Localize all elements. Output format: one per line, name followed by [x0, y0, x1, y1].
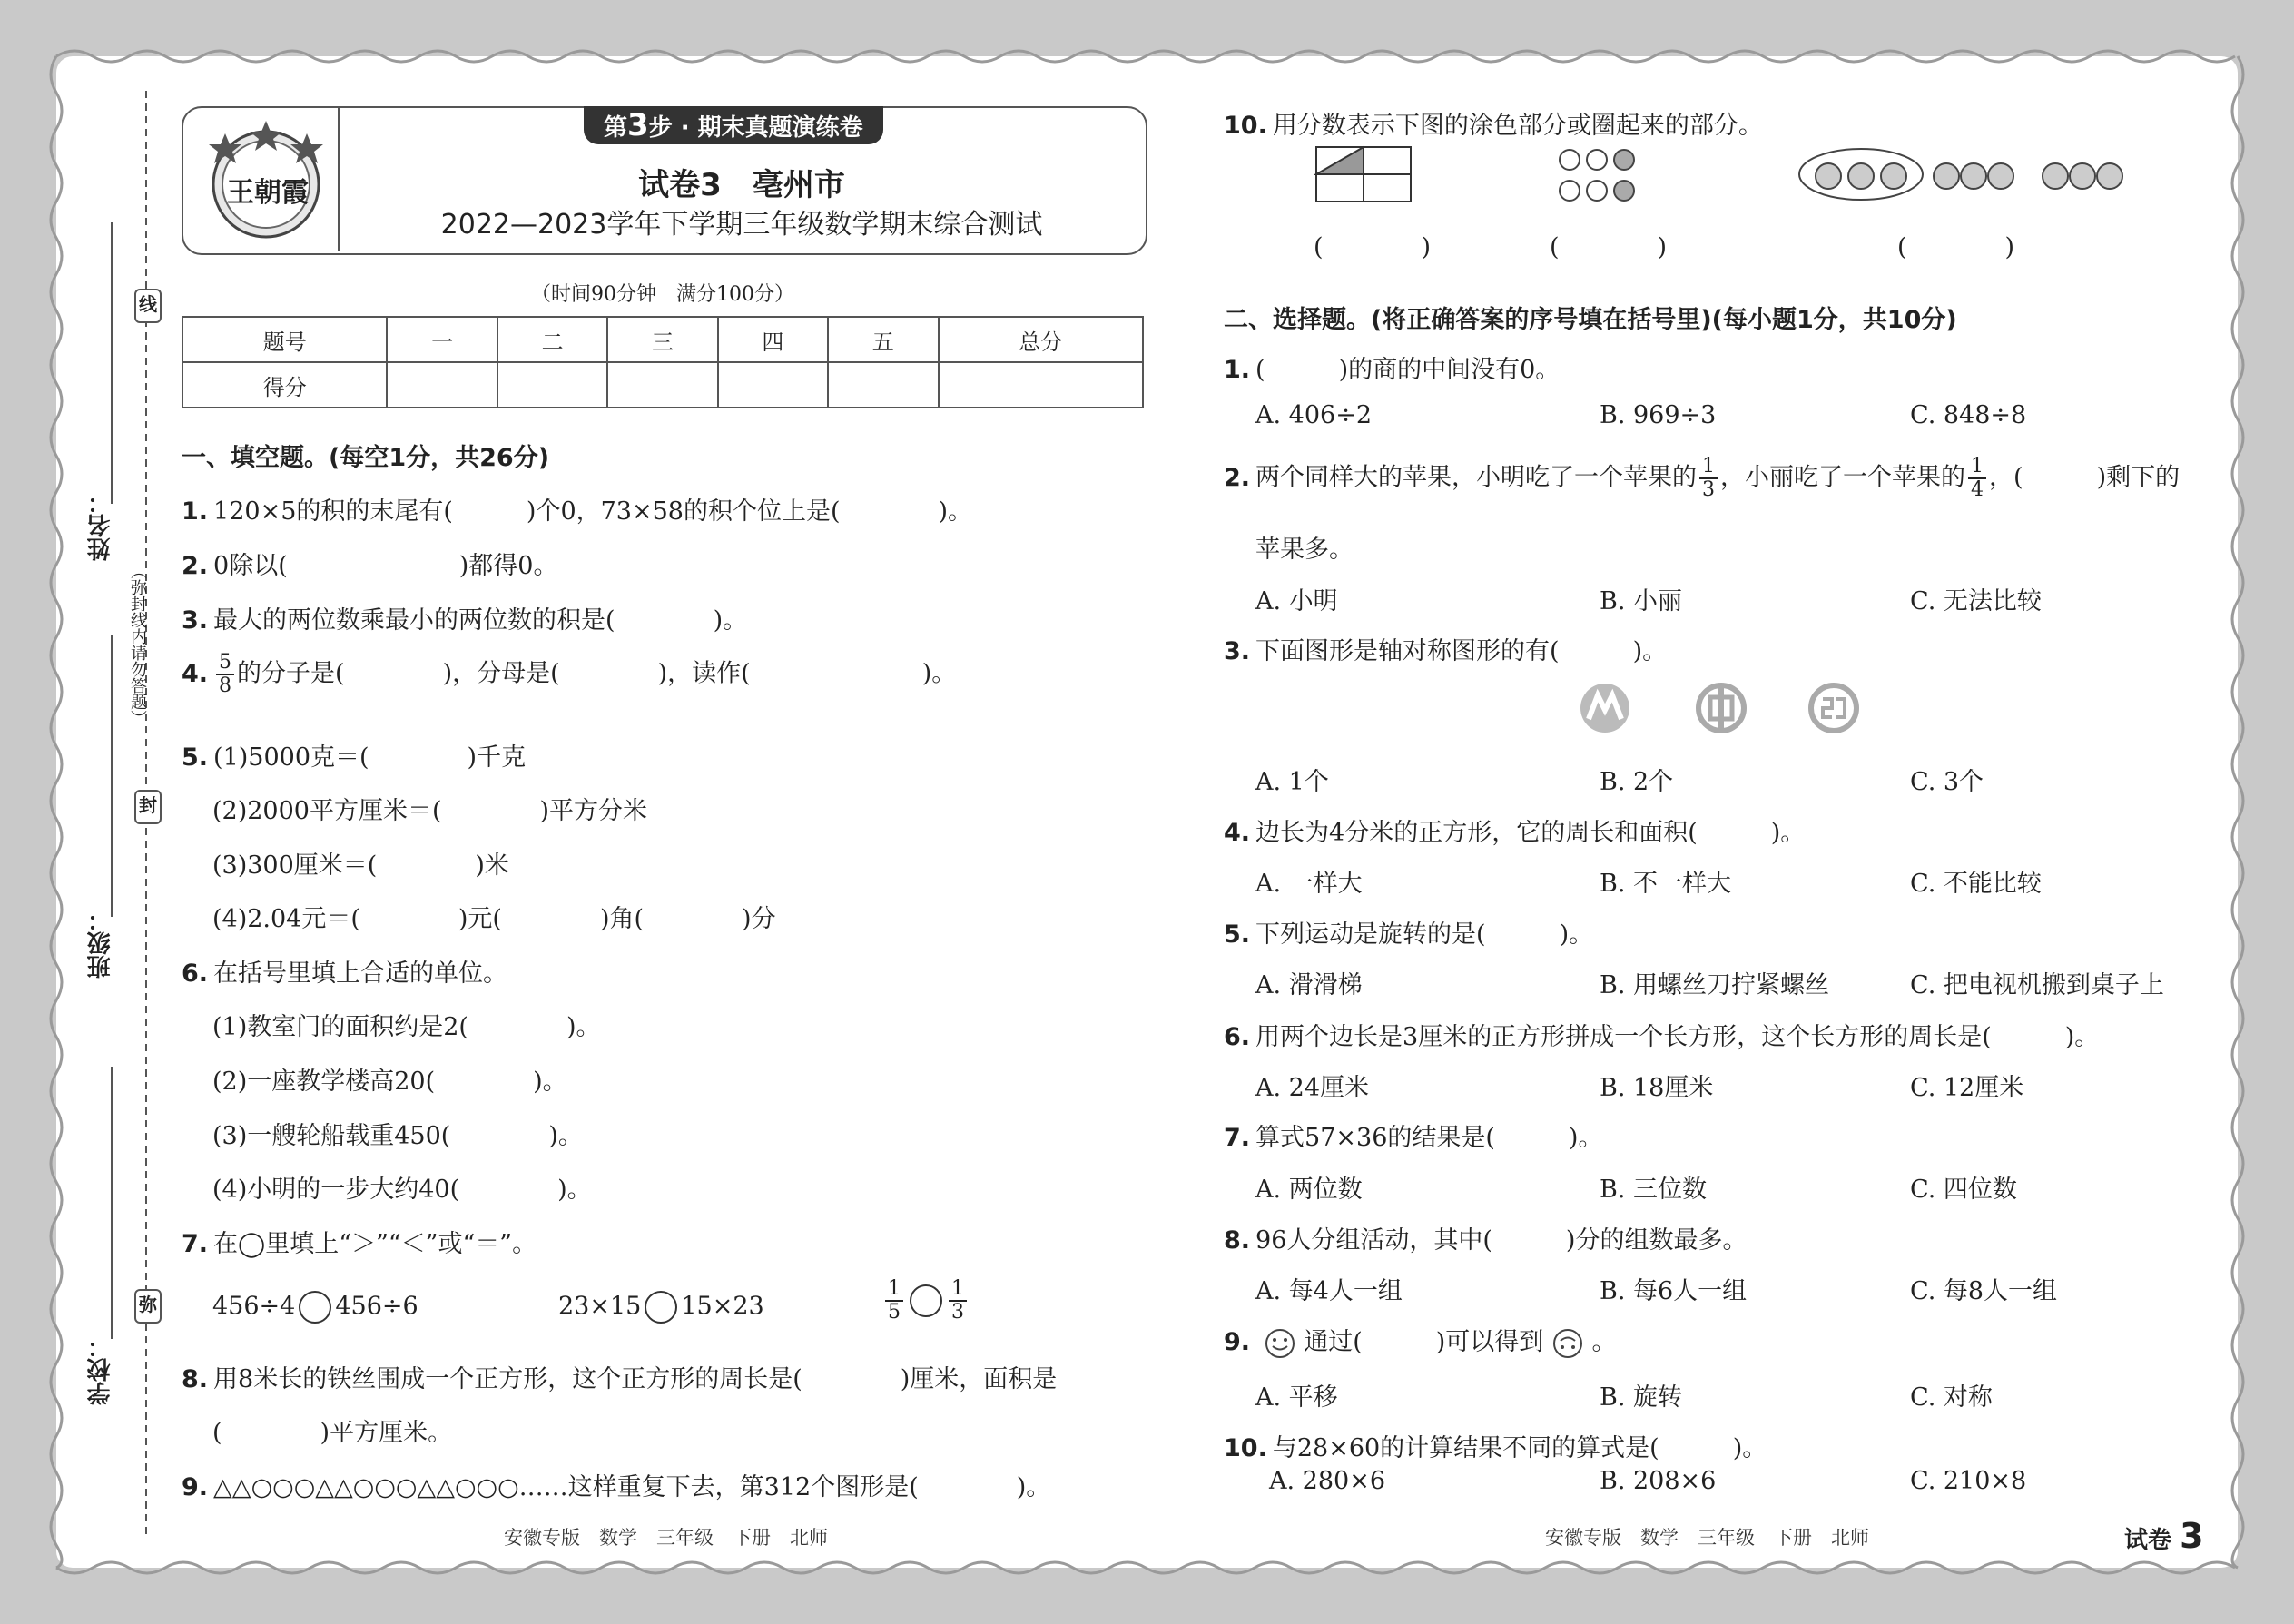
- score-cell[interactable]: [939, 362, 1144, 408]
- compare-circle[interactable]: [645, 1291, 677, 1324]
- name-label: 姓名：: [87, 490, 114, 561]
- shaded-rectangle-figure: [1314, 145, 1423, 203]
- s1-question-6b: (2)一座教学楼高20( )。: [212, 1068, 567, 1096]
- option-a[interactable]: A. 280×6: [1269, 1467, 1385, 1495]
- apples-figure: [1796, 145, 2141, 203]
- smiley-face-icon: [1264, 1327, 1296, 1360]
- logo-text: 王朝霞: [227, 177, 309, 209]
- s1-question-1: 1. 120×5的积的末尾有( )个0，73×58的积个位上是( )。: [182, 497, 973, 526]
- option-a[interactable]: A. 滑滑梯: [1255, 971, 1363, 999]
- qnum: 6.: [182, 960, 209, 988]
- bank-logo-icon: [1694, 681, 1748, 735]
- s2-question-2: 2. 两个同样大的苹果，小明吃了一个苹果的 $\frac{1}{3}$ ，小丽吃了一个苹果的 $\frac{1}{4}$ ，( )剩下的: [1224, 455, 2181, 501]
- s2-question-9: 9. 通过( )可以得到 。: [1224, 1322, 1617, 1360]
- school-label: 学校：: [87, 1334, 114, 1405]
- s1-question-6c: (3)一艘轮船载重450( )。: [212, 1122, 583, 1150]
- answer-blank-1[interactable]: ( ): [1314, 233, 1432, 261]
- qnum: 1.: [182, 497, 209, 526]
- option-a[interactable]: A. 小明: [1255, 587, 1338, 615]
- qnum: 3.: [1224, 637, 1251, 665]
- qnum: 4.: [1224, 819, 1251, 847]
- s1-question-5d: (4)2.04元＝( )元( )角( )分: [212, 905, 776, 933]
- answer-blank-3[interactable]: ( ): [1897, 233, 2015, 261]
- s1-question-6d: (4)小明的一步大约40( )。: [212, 1176, 592, 1204]
- option-c[interactable]: C. 3个: [1910, 768, 1984, 796]
- s1-question-8-line2: ( )平方厘米。: [212, 1419, 453, 1447]
- option-c[interactable]: C. 12厘米: [1910, 1074, 2024, 1102]
- section1-title: 一、填空题。(每空1分，共26分): [182, 444, 550, 472]
- qnum: 5.: [182, 743, 209, 772]
- score-header-cell: 总分: [939, 317, 1144, 362]
- score-header-cell: 三: [607, 317, 717, 362]
- score-cell[interactable]: [497, 362, 607, 408]
- option-c[interactable]: C. 210×8: [1910, 1467, 2027, 1495]
- footer-left: 安徽专版 数学 三年级 下册 北师: [504, 1527, 828, 1549]
- qnum: 1.: [1224, 356, 1251, 384]
- seal-mi: 弥: [134, 1289, 162, 1324]
- qnum: 10.: [1224, 112, 1267, 140]
- circles-figure: [1557, 145, 1657, 207]
- compare-circle[interactable]: [910, 1284, 942, 1317]
- icbc-logo-icon: [1807, 681, 1861, 735]
- banner-step: 3: [627, 107, 649, 143]
- option-c[interactable]: C. 每8人一组: [1910, 1277, 2058, 1305]
- s2-question-6: 6. 用两个边长是3厘米的正方形拼成一个长方形，这个长方形的周长是( )。: [1224, 1023, 2100, 1051]
- fraction: $\frac{1}{3}$: [1699, 456, 1718, 501]
- option-b[interactable]: B. 三位数: [1600, 1176, 1708, 1204]
- option-b[interactable]: B. 每6人一组: [1600, 1277, 1748, 1305]
- qnum: 8.: [182, 1365, 209, 1393]
- score-header-cell: 题号: [182, 317, 387, 362]
- fraction: $\frac{1}{3}$: [949, 1278, 967, 1324]
- score-cell[interactable]: [387, 362, 497, 408]
- section2-title: 二、选择题。(将正确答案的序号填在括号里)(每小题1分，共10分): [1224, 306, 1957, 334]
- score-header-cell: 一: [387, 317, 497, 362]
- fraction: $\frac{5}{8}$: [216, 652, 234, 697]
- option-a[interactable]: A. 1个: [1255, 768, 1329, 796]
- page-number: 试卷 3: [2124, 1516, 2204, 1556]
- metro-logo-icon: [1578, 681, 1632, 735]
- qnum: 9.: [182, 1473, 209, 1501]
- option-b[interactable]: B. 用螺丝刀拧紧螺丝: [1600, 971, 1830, 999]
- score-header-cell: 二: [497, 317, 607, 362]
- score-row-label: 得分: [182, 362, 387, 408]
- option-b[interactable]: B. 2个: [1600, 768, 1674, 796]
- qnum: 10.: [1224, 1434, 1267, 1462]
- qnum: 2.: [1224, 463, 1251, 492]
- option-b[interactable]: B. 不一样大: [1600, 870, 1732, 898]
- fraction: $\frac{1}{4}$: [1968, 456, 1986, 501]
- paper-subtitle: 2022—2023学年下学期三年级数学期末综合测试: [440, 209, 1043, 241]
- s1-question-5: 5. (1)5000克＝( )千克: [182, 743, 527, 772]
- s2-question-4: 4. 边长为4分米的正方形，它的周长和面积( )。: [1224, 819, 1806, 847]
- qnum: 9.: [1224, 1328, 1251, 1356]
- s1-question-3: 3. 最大的两位数乘最小的两位数的积是( )。: [182, 606, 748, 635]
- s2-question-2-line2: 苹果多。: [1255, 536, 1354, 564]
- footer-right: 安徽专版 数学 三年级 下册 北师: [1545, 1527, 1869, 1549]
- score-row: [182, 362, 1143, 408]
- paper-title: 试卷3 亳州市: [638, 167, 845, 203]
- s2-question-1: 1. ( )的商的中间没有0。: [1224, 356, 1561, 384]
- qnum: 2.: [182, 552, 209, 580]
- q7-compare-b: 23×15 15×23: [558, 1291, 764, 1324]
- qnum: 5.: [1224, 920, 1251, 949]
- s2-question-7: 7. 算式57×36的结果是( )。: [1224, 1124, 1603, 1152]
- seal-line: 线: [134, 289, 162, 323]
- score-cell[interactable]: [828, 362, 938, 408]
- option-a[interactable]: A. 两位数: [1255, 1176, 1363, 1204]
- banner-suffix: 步 · 期末真题演练卷: [648, 114, 863, 142]
- qnum: 4.: [182, 659, 209, 688]
- option-c[interactable]: C. 对称: [1910, 1383, 1993, 1412]
- seal-notice: （弥封线内请勿答题）: [128, 563, 147, 726]
- option-b[interactable]: B. 小丽: [1600, 587, 1683, 615]
- s1-question-4: 4. $\frac{5}{8}$ 的分子是( )，分母是( )，读作( )。: [182, 651, 957, 697]
- option-a[interactable]: A. 406÷2: [1255, 401, 1372, 429]
- option-a[interactable]: A. 每4人一组: [1255, 1277, 1403, 1305]
- option-b[interactable]: B. 969÷3: [1600, 401, 1717, 429]
- s1-question-5b: (2)2000平方厘米＝( )平方分米: [212, 797, 648, 825]
- s2-question-3: 3. 下面图形是轴对称图形的有( )。: [1224, 637, 1668, 665]
- option-b[interactable]: B. 18厘米: [1600, 1074, 1714, 1102]
- option-a[interactable]: A. 24厘米: [1255, 1074, 1370, 1102]
- score-table: [182, 316, 1144, 408]
- fill-question-10: 10. 用分数表示下图的涂色部分或圈起来的部分。: [1224, 112, 1763, 140]
- s1-question-2: 2. 0除以( )都得0。: [182, 552, 558, 580]
- s1-question-6a: (1)教室门的面积约是2( )。: [212, 1013, 601, 1041]
- s1-question-5c: (3)300厘米＝( )米: [212, 851, 509, 880]
- step-banner: [584, 106, 883, 144]
- seal-seal: 封: [134, 790, 162, 824]
- score-cell[interactable]: [718, 362, 828, 408]
- s2-question-10: 10. 与28×60的计算结果不同的算式是( )。: [1224, 1434, 1767, 1462]
- qnum: 8.: [1224, 1226, 1251, 1255]
- option-c[interactable]: C. 无法比较: [1910, 587, 2042, 615]
- qnum: 7.: [182, 1230, 209, 1258]
- s1-question-8: 8. 用8米长的铁丝围成一个正方形，这个正方形的周长是( )厘米，面积是: [182, 1365, 1058, 1393]
- score-header-cell: 五: [828, 317, 938, 362]
- score-cell[interactable]: [607, 362, 717, 408]
- s2-question-5: 5. 下列运动是旋转的是( )。: [1224, 920, 1594, 949]
- s2-question-8: 8. 96人分组活动，其中( )分的组数最多。: [1224, 1226, 1748, 1255]
- class-label: 班级：: [87, 908, 114, 979]
- q7-compare-c: [882, 1278, 970, 1324]
- s1-question-6: 6. 在括号里填上合适的单位。: [182, 960, 508, 988]
- option-b[interactable]: B. 旋转: [1600, 1383, 1683, 1412]
- option-a[interactable]: A. 平移: [1255, 1383, 1338, 1412]
- option-c[interactable]: C. 把电视机搬到桌子上: [1910, 971, 2164, 999]
- option-c[interactable]: C. 四位数: [1910, 1176, 2017, 1204]
- compare-circle[interactable]: [299, 1291, 331, 1324]
- s1-question-9: 9. △△○○○△△○○○△△○○○……这样重复下去，第312个图形是( )。: [182, 1473, 1051, 1501]
- score-header-row: [182, 317, 1143, 362]
- qnum: 3.: [182, 606, 209, 635]
- q7-compare-a: 456÷4 456÷6: [212, 1291, 418, 1324]
- rotated-smiley-face-icon: [1551, 1327, 1584, 1360]
- option-b[interactable]: B. 208×6: [1600, 1467, 1717, 1495]
- logo: [207, 113, 325, 241]
- score-header-cell: 四: [718, 317, 828, 362]
- qnum: 6.: [1224, 1023, 1251, 1051]
- time-info: （时间90分钟 满分100分）: [531, 283, 794, 306]
- option-c[interactable]: C. 848÷8: [1910, 401, 2027, 429]
- answer-blank-2[interactable]: ( ): [1550, 233, 1668, 261]
- option-a[interactable]: A. 一样大: [1255, 870, 1363, 898]
- s1-question-7: 7. 在◯里填上“＞”“＜”或“＝”。: [182, 1230, 537, 1258]
- option-c[interactable]: C. 不能比较: [1910, 870, 2042, 898]
- banner-prefix: 第: [604, 114, 628, 142]
- qnum: 7.: [1224, 1124, 1251, 1152]
- fraction: $\frac{1}{5}$: [885, 1278, 903, 1324]
